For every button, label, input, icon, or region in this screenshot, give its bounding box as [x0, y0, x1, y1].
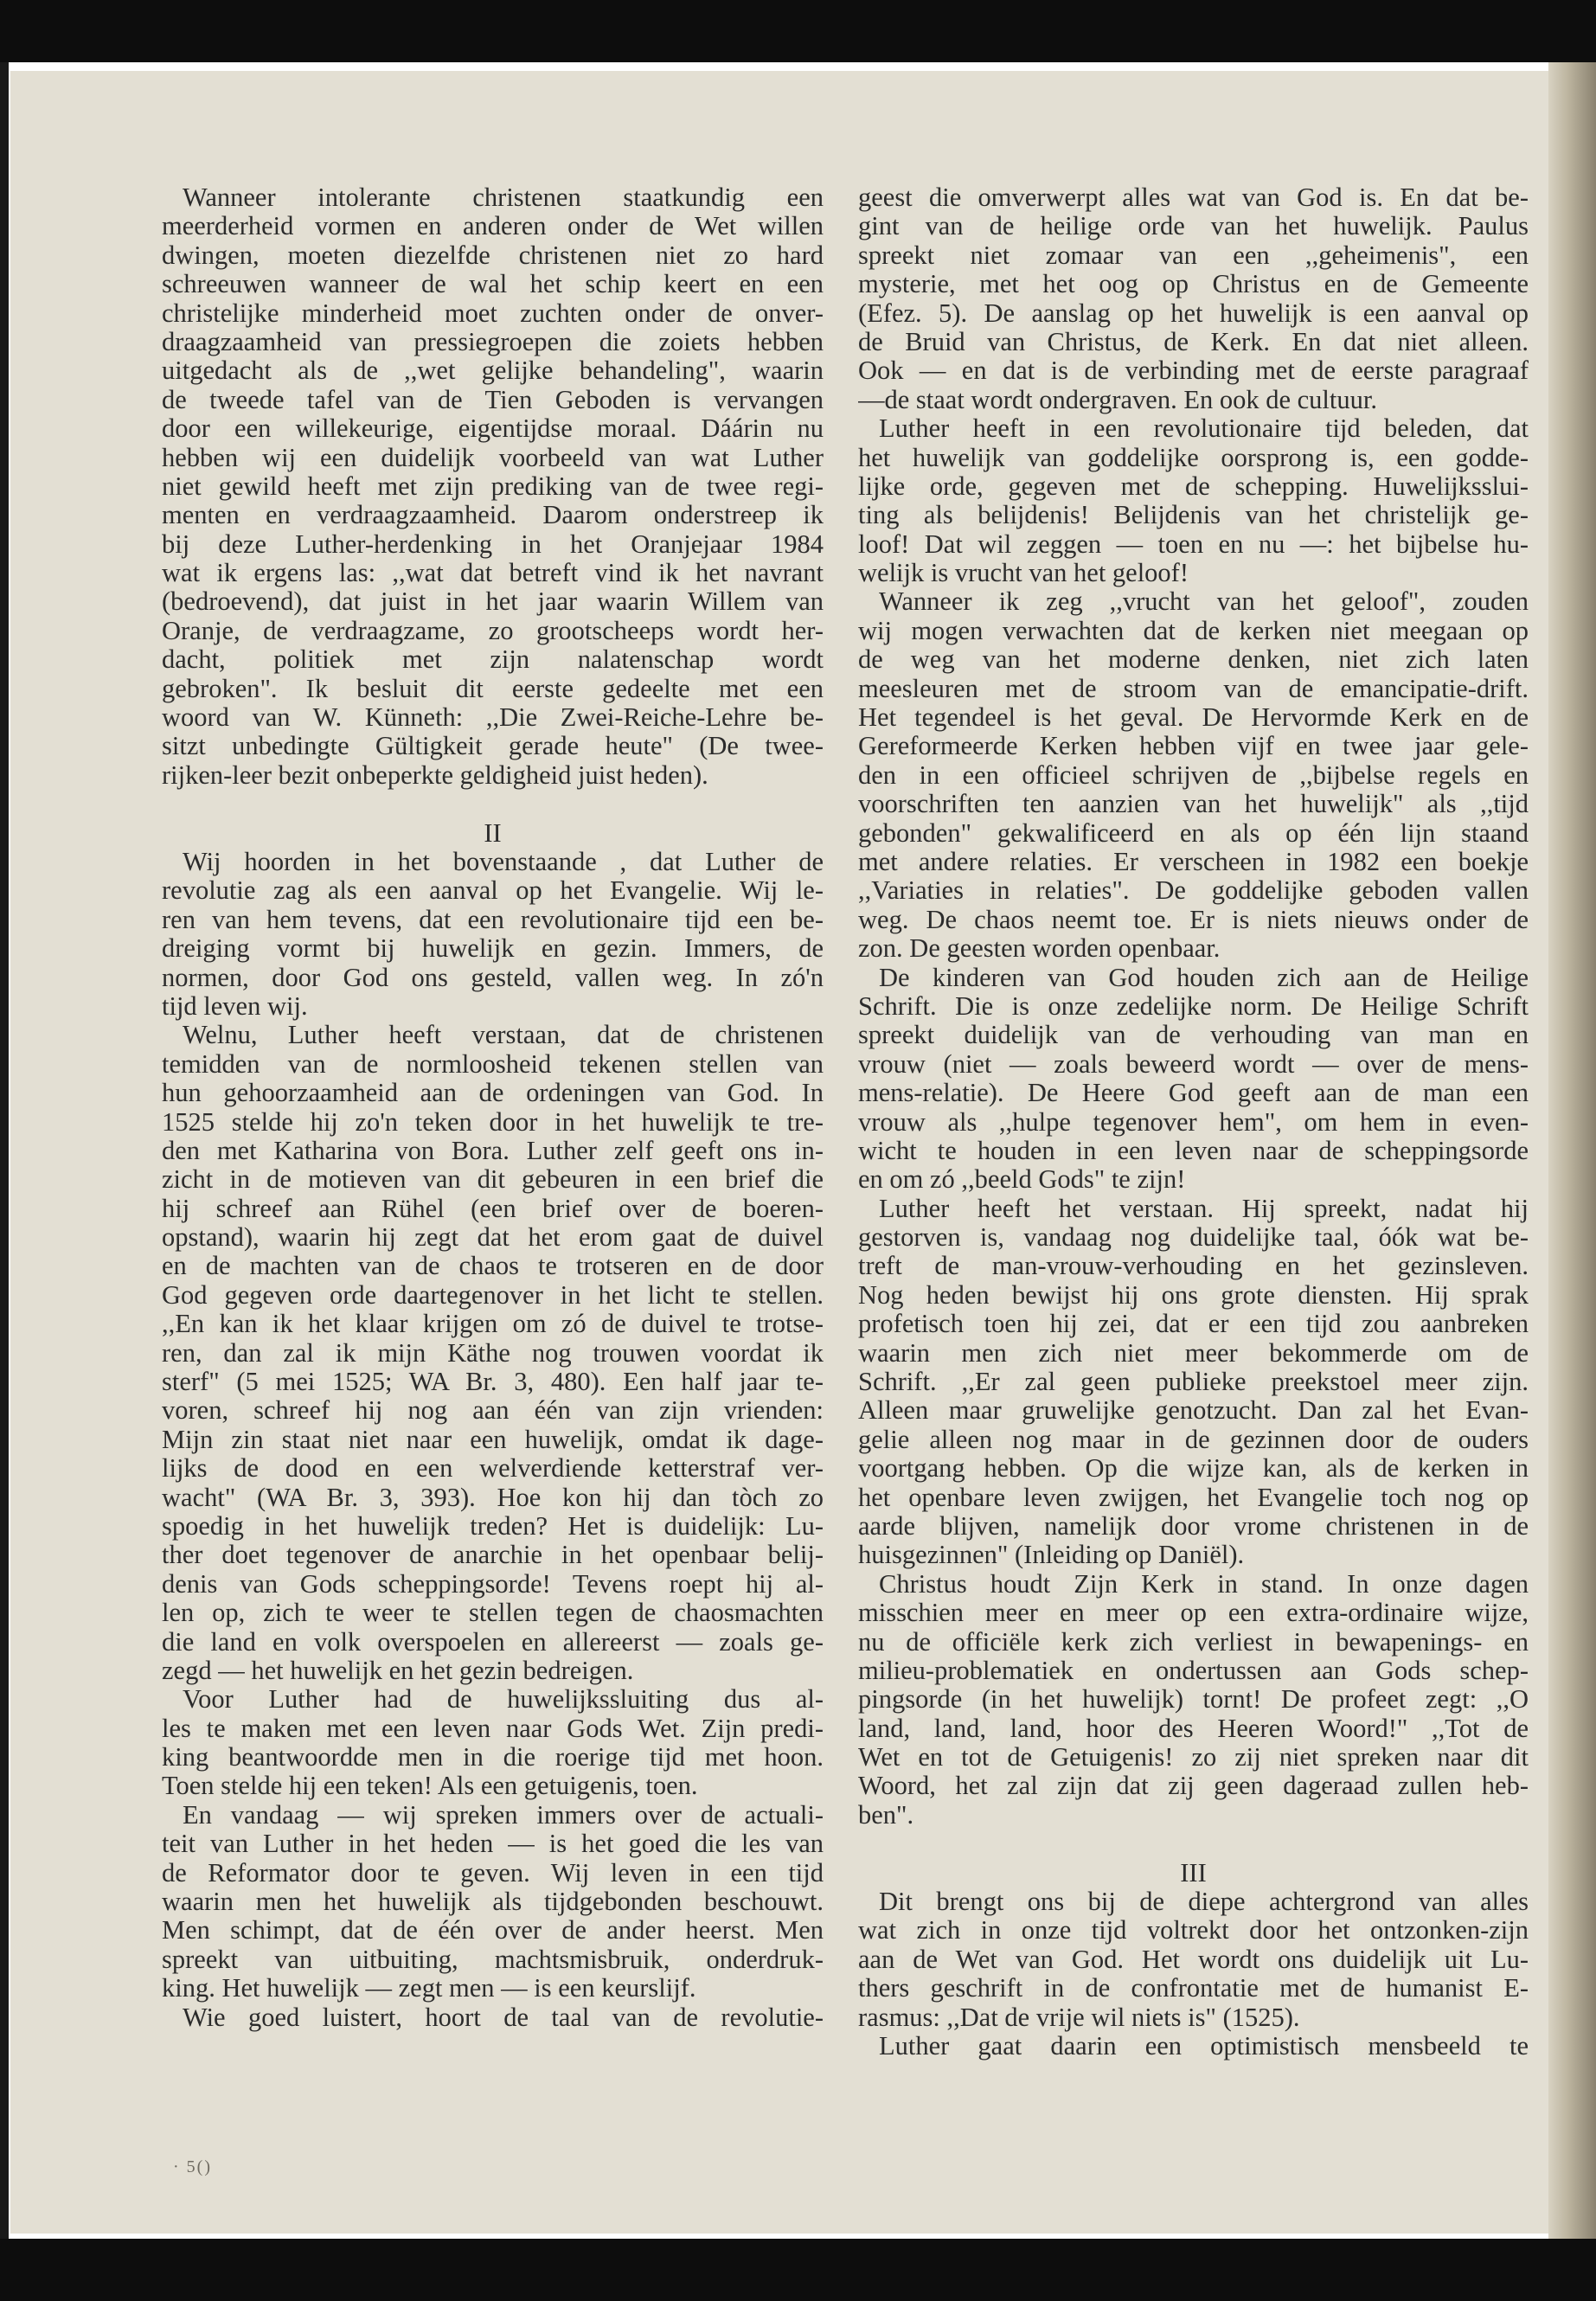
- text-line: hij schreef aan Rühel (een brief over de boeren-: [162, 1194, 824, 1223]
- text-line: ,,Variaties in relaties". De goddelijke geboden vallen: [858, 876, 1529, 906]
- text-line: geest die omverwerpt alles wat van God is. En dat be-: [858, 183, 1529, 212]
- text-line: het openbare leven zwijgen, het Evangelie toch nog op: [858, 1483, 1529, 1512]
- scanner-bottom-border: [0, 2239, 1596, 2301]
- text-line: teit van Luther in het heden — is het goed die les van: [162, 1830, 824, 1859]
- text-line: draagzaamheid van pressiegroepen die zoiets hebben: [162, 327, 824, 356]
- book-page-edge: [1548, 62, 1596, 2242]
- text-line: (Efez. 5). De aanslag op het huwelijk is een aanval op: [858, 298, 1529, 328]
- text-line: Christus houdt Zijn Kerk in stand. In onze dagen: [879, 1569, 1529, 1599]
- text-line: door een willekeurige, eigentijdse moraal. Dáárin nu: [162, 414, 824, 444]
- text-line: Gereformeerde Kerken hebben vijf en twee jaar gele-: [858, 732, 1529, 761]
- text-line: normen, door God ons gesteld, vallen weg. In zó'n: [162, 963, 824, 992]
- text-line: de Reformator door te geven. Wij leven in een tijd: [162, 1858, 824, 1888]
- text-line: ,,En kan ik het klaar krijgen om zó de duivel te trotse-: [162, 1310, 824, 1339]
- scanner-left-border: [0, 62, 9, 2242]
- text-line: den in een officieel schrijven de ,,bijbelse regels en: [858, 760, 1529, 790]
- text-line: 1525 stelde hij zo'n teken door in het huwelijk te tre-: [162, 1107, 824, 1137]
- text-line: Schrift. ,,Er zal geen publieke preekstoel meer zijn.: [858, 1368, 1529, 1397]
- text-line: revolutie zag als een aanval op het Evangelie. Wij le-: [162, 876, 824, 906]
- text-line: king. Het huwelijk — zegt men — is een keurslijf.: [162, 1974, 696, 2003]
- text-line: meerderheid vormen en anderen onder de Wet willen: [162, 212, 824, 241]
- text-line: niet gewild heeft met zijn prediking van de twee regi-: [162, 471, 824, 501]
- text-line: weg. De chaos neemt toe. Er is niets nieuws onder de: [858, 905, 1529, 934]
- text-line: christelijke minderheid moet zuchten onder de onver-: [162, 298, 824, 328]
- text-line: Oranje, de verdraagzame, zo grootscheeps wordt her-: [162, 616, 824, 645]
- text-line: gint van de heilige orde van het huwelijk. Paulus: [858, 212, 1529, 241]
- text-line: nu de officiële kerk zich verliest in bewapenings- en: [858, 1627, 1529, 1657]
- text-line: en de machten van de chaos te trotseren en de door: [162, 1252, 824, 1281]
- text-line: waarin men zich niet meer bekommerde om de: [858, 1338, 1529, 1368]
- text-line: huisgezinnen" (Inleiding op Daniël).: [858, 1541, 1245, 1570]
- right-text-column: [858, 183, 1529, 2061]
- text-line: rijken-leer bezit onbeperkte geldigheid juist heden).: [162, 760, 708, 790]
- text-line: ting als belijdenis! Belijdenis van het christelijk ge-: [858, 501, 1529, 530]
- text-line: zegd — het huwelijk en het gezin bedreigen.: [162, 1656, 634, 1685]
- text-line: wicht te houden in een leven naar de scheppingsorde: [858, 1136, 1529, 1165]
- text-line: Toen stelde hij een teken! Als een getuigenis, toen.: [162, 1772, 698, 1801]
- text-line: king beantwoordde men in die roerige tijd met hoon.: [162, 1743, 824, 1772]
- text-line: uitgedacht als de ,,wet gelijke behandeling", waarin: [162, 356, 824, 386]
- text-line: dacht, politiek met zijn nalatenschap wordt: [162, 645, 824, 675]
- text-line: gelie alleen nog maar in de gezinnen door de ouders: [858, 1425, 1529, 1454]
- text-line: profetisch toen hij zei, dat er een tijd zou aanbreken: [858, 1310, 1529, 1339]
- text-line: II: [484, 818, 502, 848]
- text-line: bij deze Luther-herdenking in het Oranjejaar 1984: [162, 529, 824, 559]
- text-line: [858, 1830, 1529, 1858]
- text-line: de tweede tafel van de Tien Geboden is vervangen: [162, 385, 824, 414]
- text-line: sitzt unbedingte Gültigkeit gerade heute" (De twee-: [162, 732, 824, 761]
- text-line: les te maken met een leven naar Gods Wet. Zijn predi-: [162, 1714, 824, 1743]
- text-line: lijks de dood en een welverdiende ketterstraf ver-: [162, 1454, 824, 1484]
- text-line: Woord, het zal zijn dat zij geen dageraad zullen heb-: [858, 1772, 1529, 1801]
- text-line: het huwelijk van goddelijke oorsprong is, een godde-: [858, 443, 1529, 472]
- text-line: de weg van het moderne denken, niet zich laten: [858, 645, 1529, 675]
- text-line: menten en verdraagzaamheid. Daarom onderstreep ik: [162, 501, 824, 530]
- text-line: God gegeven orde daartegenover in het licht te stellen.: [162, 1280, 824, 1310]
- text-line: spreekt duidelijk van de verhouding van man en: [858, 1021, 1529, 1050]
- text-line: spoedig in het huwelijk treden? Het is duidelijk: Lu-: [162, 1511, 824, 1541]
- text-line: hun gehoorzaamheid aan de ordeningen van God. In: [162, 1079, 824, 1108]
- text-line: Schrift. Die is onze zedelijke norm. De Heilige Schrift: [858, 991, 1529, 1021]
- text-line: dwingen, moeten diezelfde christenen niet zo hard: [162, 240, 824, 270]
- text-line: De kinderen van God houden zich aan de Heilige: [879, 963, 1529, 992]
- text-line: meesleuren met de stroom van de emancipatie-drift.: [858, 674, 1529, 703]
- text-line: Nog heden bewijst hij ons grote diensten. Hij sprak: [858, 1280, 1529, 1310]
- text-line: Wie goed luistert, hoort de taal van de revolutie-: [183, 2003, 824, 2032]
- text-line: Luther heeft het verstaan. Hij spreekt, nadat hij: [879, 1194, 1529, 1223]
- text-line: zon. De geesten worden openbaar.: [858, 934, 1221, 964]
- scanner-top-border: [0, 0, 1596, 62]
- text-line: Men schimpt, dat de één over de ander heerst. Men: [162, 1916, 824, 1945]
- text-line: ren van hem tevens, dat een revolutionaire tijd een be-: [162, 905, 824, 934]
- text-line: Wanneer intolerante christenen staatkundig een: [183, 183, 824, 212]
- text-line: wat zich in onze tijd voltrekt door het ontzonken-zijn: [858, 1916, 1529, 1945]
- text-line: voorschriften ten aanzien van het huwelijk" als ,,tijd: [858, 790, 1529, 819]
- text-line: tijd leven wij.: [162, 991, 308, 1021]
- text-line: len op, zich te weer te stellen tegen de chaosmachten: [162, 1599, 824, 1628]
- text-line: treft de man-vrouw-verhouding en het gezinsleven.: [858, 1252, 1529, 1281]
- text-line: gebroken". Ik besluit dit eerste gedeelte met een: [162, 674, 824, 703]
- text-line: Luther gaat daarin een optimistisch mensbeeld te: [879, 2032, 1529, 2061]
- text-line: woord van W. Künneth: ,,Die Zwei-Reiche-Lehre be-: [162, 703, 824, 733]
- text-line: spreekt niet zomaar van een ,,geheimenis", een: [858, 240, 1529, 270]
- text-line: gestorven is, vandaag nog duidelijke taal, óók wat be-: [858, 1223, 1529, 1253]
- page-number: · 5(): [173, 2157, 212, 2176]
- text-line: en om zó ,,beeld Gods" te zijn!: [858, 1165, 1186, 1195]
- text-line: thers geschrift in de confrontatie met de humanist E-: [858, 1974, 1529, 2003]
- text-line: Ook — en dat is de verbinding met de eerste paragraaf: [858, 356, 1529, 386]
- text-line: mens-relatie). De Heere God geeft aan de man een: [858, 1079, 1529, 1108]
- document-page: [10, 71, 1548, 2234]
- text-line: Luther heeft in een revolutionaire tijd beleden, dat: [879, 414, 1529, 444]
- left-text-column: [162, 183, 824, 2032]
- text-line: temidden van de normloosheid tekenen stellen van: [162, 1049, 824, 1079]
- text-line: wat ik ergens las: ,,wat dat betreft vind ik het navrant: [162, 559, 824, 588]
- text-line: voren, schreef hij nog aan één van zijn vrienden:: [162, 1396, 824, 1426]
- text-line: misschien meer en meer op een extra-ordinaire wijze,: [858, 1599, 1529, 1628]
- text-line: milieu-problematiek en ondertussen aan Gods schep-: [858, 1656, 1529, 1685]
- text-line: Het tegendeel is het geval. De Hervormde Kerk en de: [858, 703, 1529, 733]
- text-line: denis van Gods scheppingsorde! Tevens roept hij al-: [162, 1569, 824, 1599]
- text-line: (bedroevend), dat juist in het jaar waarin Willem van: [162, 587, 824, 617]
- text-line: rasmus: ,,Dat de vrije wil niets is" (1525).: [858, 2003, 1300, 2032]
- text-line: Dit brengt ons bij de diepe achtergrond van alles: [879, 1888, 1529, 1917]
- text-line: de Bruid van Christus, de Kerk. En dat niet alleen.: [858, 327, 1529, 356]
- text-line: En vandaag — wij spreken immers over de actuali-: [183, 1800, 824, 1830]
- text-line: wij mogen verwachten dat de kerken niet meegaan op: [858, 616, 1529, 645]
- text-line: Wanneer ik zeg ,,vrucht van het geloof", zouden: [879, 587, 1529, 617]
- text-line: Welnu, Luther heeft verstaan, dat de christenen: [183, 1021, 824, 1050]
- text-line: Voor Luther had de huwelijkssluiting dus al-: [183, 1685, 824, 1715]
- text-line: wacht" (WA Br. 3, 393). Hoe kon hij dan tòch zo: [162, 1483, 824, 1512]
- text-line: pingsorde (in het huwelijk) tornt! De profeet zegt: ,,O: [858, 1685, 1529, 1715]
- text-line: dreiging vormt bij huwelijk en gezin. Immers, de: [162, 934, 824, 964]
- text-line: land, land, land, hoor des Heeren Woord!" ,,Tot de: [858, 1714, 1529, 1743]
- text-line: Wet en tot de Getuigenis! zo zij niet spreken naar dit: [858, 1743, 1529, 1772]
- text-line: voortgang hebben. Op die wijze kan, als de kerken in: [858, 1454, 1529, 1484]
- text-line: aarde blijven, namelijk door vrome christenen in de: [858, 1511, 1529, 1541]
- text-line: III: [1180, 1858, 1207, 1888]
- text-line: spreekt van uitbuiting, machtsmisbruik, onderdruk-: [162, 1945, 824, 1974]
- text-line: ben".: [858, 1800, 914, 1830]
- text-line: den met Katharina von Bora. Luther zelf geeft ons in-: [162, 1136, 824, 1165]
- text-line: die land en volk overspoelen en allereerst — zoals ge-: [162, 1627, 824, 1657]
- text-line: Mijn zin staat niet naar een huwelijk, omdat ik dage-: [162, 1425, 824, 1454]
- text-line: zicht in de motieven van dit gebeuren in een brief die: [162, 1165, 824, 1195]
- text-line: loof! Dat wil zeggen — toen en nu —: het bijbelse hu-: [858, 529, 1529, 559]
- text-line: ther doet tegenover de anarchie in het openbaar belij-: [162, 1541, 824, 1570]
- text-line: waarin men het huwelijk als tijdgebonden beschouwt.: [162, 1888, 824, 1917]
- text-line: sterf" (5 mei 1525; WA Br. 3, 480). Een half jaar te-: [162, 1368, 824, 1397]
- text-line: vrouw (niet — zoals beweerd wordt — over de mens-: [858, 1049, 1529, 1079]
- text-line: welijk is vrucht van het geloof!: [858, 559, 1189, 588]
- text-line: hebben wij een duidelijk voorbeeld van wat Luther: [162, 443, 824, 472]
- text-line: opstand), waarin hij zegt dat het erom gaat de duivel: [162, 1223, 824, 1253]
- text-line: ren, dan zal ik mijn Käthe nog trouwen voordat ik: [162, 1338, 824, 1368]
- text-line: aan de Wet van God. Het wordt ons duidelijk uit Lu-: [858, 1945, 1529, 1974]
- text-line: Alleen maar gruwelijke genotzucht. Dan zal het Evan-: [858, 1396, 1529, 1426]
- text-line: lijke orde, gegeven met de schepping. Huwelijksslui-: [858, 471, 1529, 501]
- text-line: —de staat wordt ondergraven. En ook de cultuur.: [858, 385, 1377, 414]
- text-line: mysterie, met het oog op Christus en de Gemeente: [858, 270, 1529, 299]
- text-line: Wij hoorden in het bovenstaande , dat Luther de: [183, 847, 824, 876]
- text-line: gebonden" gekwalificeerd en als op één lijn staand: [858, 818, 1529, 848]
- text-line: vrouw als ,,hulpe tegenover hem", om hem in even-: [858, 1107, 1529, 1137]
- text-line: schreeuwen wanneer de wal het schip keert en een: [162, 270, 824, 299]
- text-line: met andere relaties. Er verscheen in 1982 een boekje: [858, 847, 1529, 876]
- text-line: [162, 790, 824, 818]
